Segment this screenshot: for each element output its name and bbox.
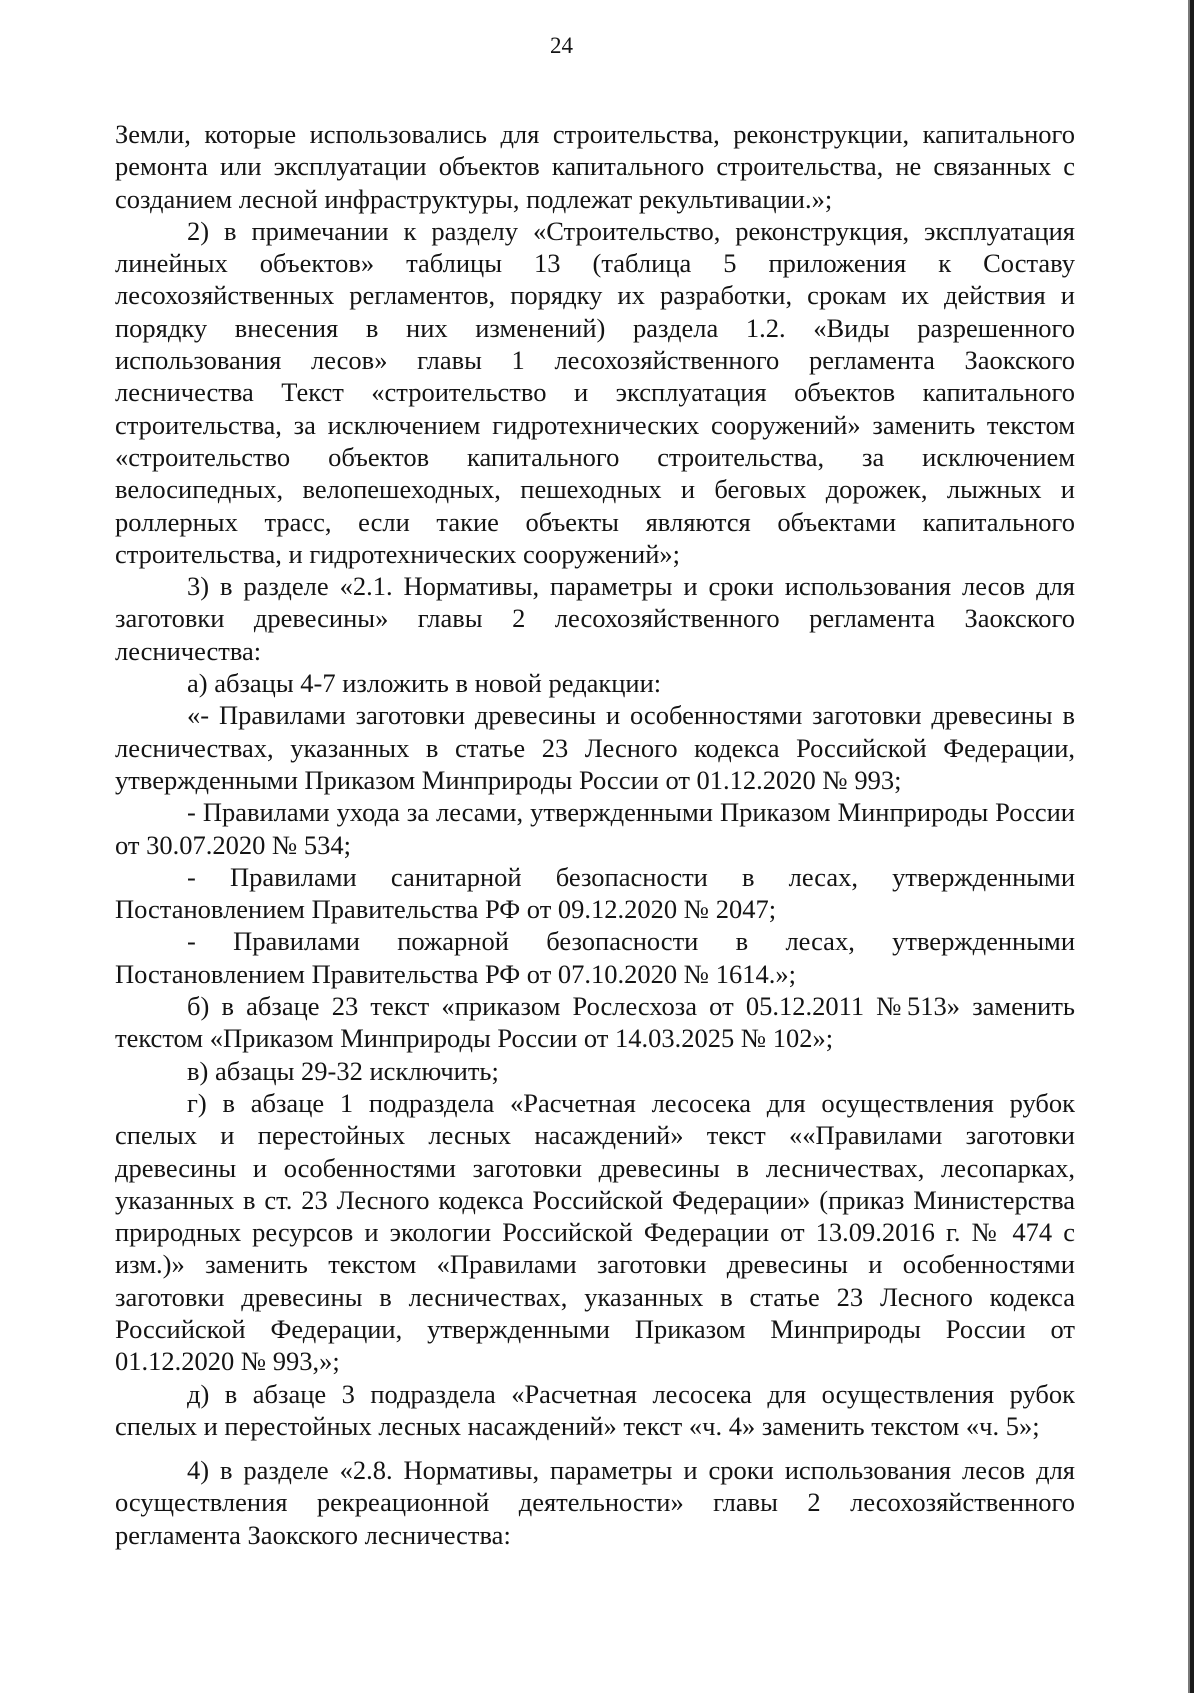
scan-edge-line [1190, 0, 1194, 1693]
paragraph-item-2: 2) в примечании к разделу «Строительство, реконструкция, эксплуатация линейных объектов» таблицы 13 (таблица 5 приложения к Составу лесохозяйственных регламентов, порядку их разработки, срокам их действия и порядку внесения в них изменений) раздела 1.2. «Виды разрешенного использования лесов» главы 1 лесохозяйственного регламента Заокского лесничества Текст «строительство и эксплуатация объектов капитального строительства, за исключением гидротехнических сооружений» заменить текстом «строительство объектов капитального строительства, за исключением велосипедных, велопешеходных, пешеходных и беговых дорожек, лыжных и роллерных трасс, если такие объекты являются объектами капитального строительства, и гидротехнических сооружений»; [115, 215, 1075, 569]
paragraph-quote-rule-2: - Правилами ухода за лесами, утвержденными Приказом Минприроды России от 30.07.2020 № 534; [115, 797, 1075, 860]
paragraph-subitem-g: г) в абзаце 1 подраздела «Расчетная лесосека для осуществления рубок спелых и перестойных лесных насаждений» текст ««Правилами заготовки древесины и особенностями заготовки древесины в лесничествах, лесопарках, указанных в ст. 23 Лесного кодекса Российской Федерации» (приказ Министерства природных ресурсов и экологии Российской Федерации от 13.09.2016 г. № 474 с изм.)» заменить текстом «Правилами заготовки древесины и особенностями заготовки древесины в лесничествах, указанных в статье 23 Лесного кодекса Российской Федерации, утвержденными Приказом Минприроды России от 01.12.2020 № 993,»; [115, 1087, 1075, 1377]
paragraph-subitem-a: а) абзацы 4-7 изложить в новой редакции: [187, 668, 662, 699]
paragraph-item-4: 4) в разделе «2.8. Нормативы, параметры и сроки использования лесов для осуществления рекреационной деятельности» главы 2 лесохозяйственного регламента Заокского лесничества: [115, 1455, 1075, 1550]
paragraph-quote-rule-1: «- Правилами заготовки древесины и особенностями заготовки древесины в лесничествах, указанных в статье 23 Лесного кодекса Российской Федерации, утвержденными Приказом Минприроды России от 01.12.2020 № 993; [115, 700, 1075, 795]
paragraph-item-3: 3) в разделе «2.1. Нормативы, параметры и сроки использования лесов для заготовки древесины» главы 2 лесохозяйственного регламента Заокского лесничества: [115, 571, 1075, 666]
paragraph-quote-rule-3: - Правилами санитарной безопасности в лесах, утвержденными Постановлением Правительства РФ от 09.12.2020 № 2047; [115, 861, 1075, 925]
page-number: 24 [550, 33, 573, 58]
paragraph-subitem-d: д) в абзаце 3 подраздела «Расчетная лесосека для осуществления рубок спелых и перестойных лесных насаждений» текст «ч. 4» заменить текстом «ч. 5»; [115, 1378, 1075, 1441]
paragraph-continuation: Земли, которые использовались для строительства, реконструкции, капитального ремонта или эксплуатации объектов капитального строительства, не связанных с созданием лесной инфраструктуры, подлежат рекультивации.»; [115, 119, 1075, 214]
paragraph-quote-rule-4: - Правилами пожарной безопасности в лесах, утвержденными Постановлением Правительства РФ от 07.10.2020 № 1614.»; [115, 926, 1075, 989]
paragraph-subitem-v: в) абзацы 29-32 исключить; [187, 1055, 499, 1086]
paragraph-subitem-b: б) в абзаце 23 текст «приказом Рослесхоза от 05.12.2011 №513» заменить текстом «Приказом Минприроды России от 14.03.2025 № 102»; [115, 991, 1075, 1054]
document-body [115, 118, 1075, 1551]
